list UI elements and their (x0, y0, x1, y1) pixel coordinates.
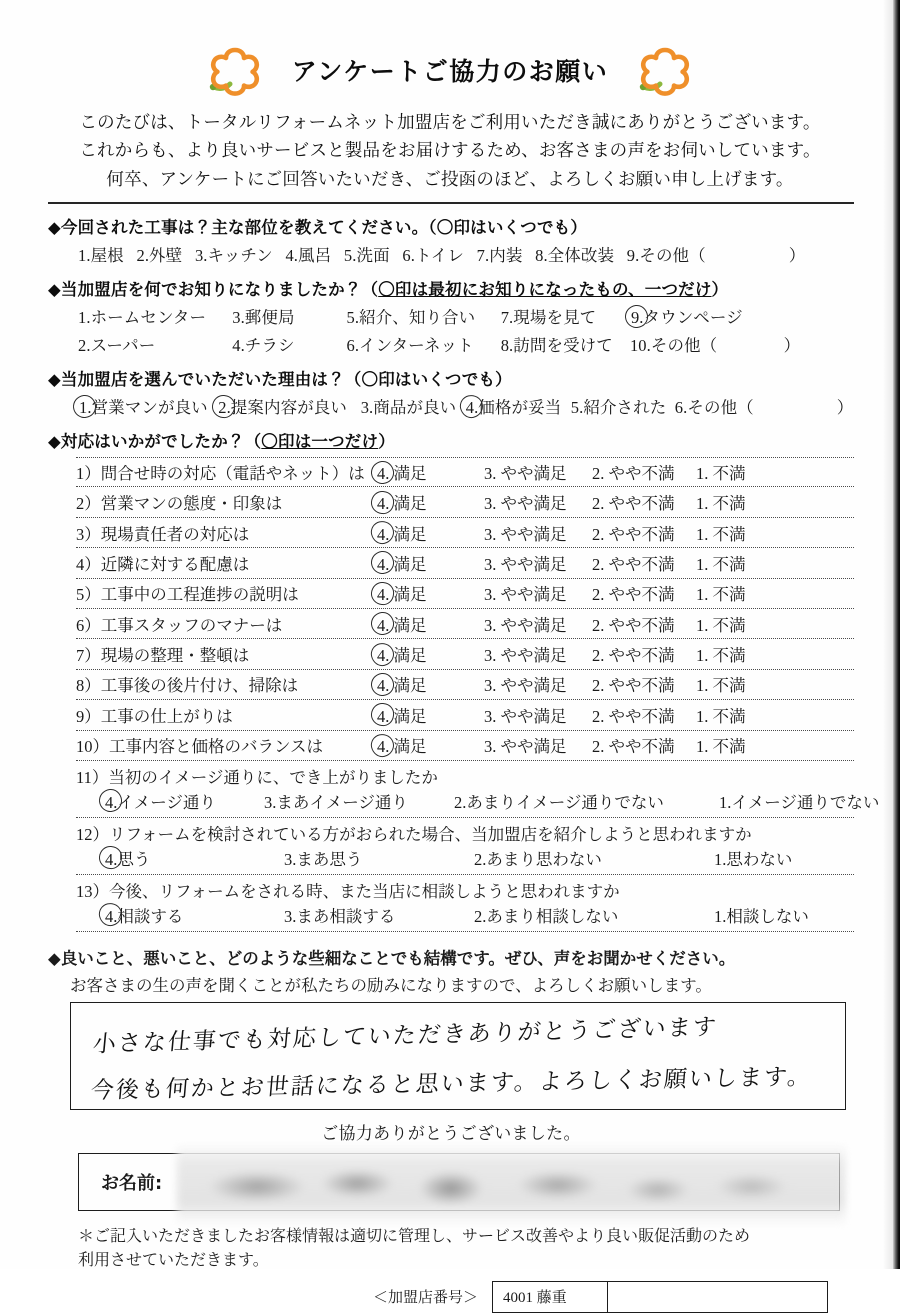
store-number-cells (492, 1281, 828, 1313)
q2-option-10[interactable]: 10.その他（ ） (629, 336, 801, 356)
flower-icon (208, 44, 262, 96)
flower-icon (638, 44, 692, 96)
q2-heading-tail: ） (711, 280, 729, 300)
rating-option-4[interactable]: 4. 満足 (376, 460, 484, 484)
q2-option-8[interactable]: 8.訪問を受けて (500, 336, 613, 356)
handwritten-comment-line-1: 小さな仕事でも対応していただきありがとうございます (91, 1014, 719, 1058)
table-row (76, 518, 854, 548)
rating-option-3[interactable]: 3. やや満足 (484, 706, 567, 726)
rating-row-label: 1）問合せ時の対応（電話やネット）は (76, 464, 365, 484)
question-2-options-row1 (48, 304, 854, 328)
rating-option-3[interactable]: 3. やや満足 (484, 585, 567, 605)
q12-option-2[interactable]: 2.あまり思わない (474, 849, 602, 869)
rating-option-4[interactable]: 4. 満足 (376, 672, 484, 696)
privacy-note (48, 1225, 854, 1273)
store-number-row (48, 1281, 854, 1313)
rating-option-3[interactable]: 3. やや満足 (484, 494, 567, 514)
table-row (76, 731, 854, 761)
rating-row-label: 10）工事内容と価格のバランスは (76, 737, 324, 757)
intro-line-1: このたびは、トータルリフォームネット加盟店をご利用いただき誠にありがとうございます。 (79, 112, 821, 132)
rating-option-1[interactable]: 1. 不満 (696, 646, 746, 666)
table-row (76, 487, 854, 517)
question-12-label: 12）リフォームを検討されている方がおられた場合、当加盟店を紹介しようと思われますか (76, 824, 752, 844)
rating-option-1[interactable]: 1. 不満 (696, 585, 746, 605)
q12-option-4[interactable]: 4.思う (104, 846, 284, 870)
question-2-options-row2 (48, 332, 854, 356)
comment-textarea[interactable] (70, 1002, 846, 1110)
q1-option-8[interactable]: 8.全体改装 (535, 246, 615, 266)
rating-option-4[interactable]: 4. 満足 (376, 551, 484, 575)
q3-option-4[interactable]: 4.価格が妥当 (465, 394, 563, 418)
store-number-value[interactable]: 4001 藤重 (492, 1281, 608, 1313)
rating-option-1[interactable]: 1. 不満 (696, 554, 746, 574)
table-row (76, 548, 854, 578)
document-header (0, 0, 900, 193)
question-1-heading: ◆今回された工事は？主な部位を教えてください。（〇印はいくつでも） (48, 218, 588, 238)
rating-option-3[interactable]: 3. やや満足 (484, 554, 567, 574)
rating-option-1[interactable]: 1. 不満 (696, 706, 746, 726)
rating-option-2[interactable]: 2. やや不満 (592, 494, 675, 514)
rating-option-2[interactable]: 2. やや不満 (592, 464, 675, 484)
comment-subheading: お客さまの生の声を聞くことが私たちの励みになりますので、よろしくお願いします。 (70, 975, 712, 995)
q2-option-2[interactable]: 2.スーパー (78, 336, 156, 356)
q2-option-9[interactable]: 9.タウンページ (630, 304, 744, 328)
rating-option-3[interactable]: 3. やや満足 (484, 464, 567, 484)
q2-option-4[interactable]: 4.チラシ (232, 336, 295, 356)
q4-heading-underline: 〇印は一つだけ (261, 432, 379, 452)
q13-option-2[interactable]: 2.あまり相談しない (474, 906, 619, 926)
rating-row-label: 7）現場の整理・整頓は (76, 646, 250, 666)
q12-option-1[interactable]: 1.思わない (714, 849, 793, 869)
rating-option-2[interactable]: 2. やや不満 (592, 615, 675, 635)
q2-option-5[interactable]: 5.紹介、知り合い (346, 308, 476, 328)
rating-option-4[interactable]: 4. 満足 (376, 642, 484, 666)
rating-option-4[interactable]: 4. 満足 (376, 581, 484, 605)
question-13 (76, 875, 854, 932)
rating-row-label: 8）工事後の後片付け、掃除は (76, 676, 299, 696)
q1-option-9[interactable]: 9.その他（ ） (626, 246, 806, 266)
rating-row-label: 9）工事の仕上がりは (76, 706, 233, 726)
q1-option-5[interactable]: 5.洗面 (343, 246, 390, 266)
table-row (76, 639, 854, 669)
q3-option-6[interactable]: 6.その他（ ） (674, 398, 854, 418)
rating-row-label: 2）営業マンの態度・印象は (76, 494, 283, 514)
question-11 (76, 761, 880, 818)
rating-option-4[interactable]: 4. 満足 (376, 703, 484, 727)
question-13-options (76, 903, 854, 927)
rating-option-3[interactable]: 3. やや満足 (484, 615, 567, 635)
rating-option-2[interactable]: 2. やや不満 (592, 737, 675, 757)
rating-option-2[interactable]: 2. やや不満 (592, 585, 675, 605)
q3-option-3[interactable]: 3.商品が良い (360, 398, 457, 418)
rating-option-4[interactable]: 4. 満足 (376, 490, 484, 514)
q2-option-3[interactable]: 3.郵便局 (232, 308, 295, 328)
rating-row-label: 6）工事スタッフのマナーは (76, 615, 283, 635)
intro-paragraph (0, 108, 900, 193)
intro-line-3: 何卒、アンケートにご回答いたいだき、ご投函のほど、よろしくお願い申し上げます。 (106, 168, 794, 189)
q12-option-3[interactable]: 3.まあ思う (284, 849, 363, 869)
question-3-heading: ◆当加盟店を選んでいただいた理由は？（〇印はいくつでも） (48, 370, 512, 390)
header-divider (48, 202, 854, 204)
rating-option-2[interactable]: 2. やや不満 (592, 524, 675, 544)
table-row (76, 457, 854, 487)
q11-option-2[interactable]: 2.あまりイメージ通りでない (454, 792, 664, 812)
rating-option-2[interactable]: 2. やや不満 (592, 554, 675, 574)
privacy-note-line-1: ＊ご記入いただきましたお客様情報は適切に管理し、サービス改善やより良い販促活動のため (78, 1227, 751, 1245)
rating-option-1[interactable]: 1. 不満 (696, 464, 746, 484)
survey-body (0, 214, 900, 1313)
privacy-note-line-2: 利用させていただきます。 (78, 1251, 269, 1269)
q13-option-4[interactable]: 4.相談する (104, 903, 284, 927)
table-row (76, 670, 854, 700)
rating-option-1[interactable]: 1. 不満 (696, 524, 746, 544)
q1-option-4[interactable]: 4.風呂 (285, 246, 332, 266)
rating-option-3[interactable]: 3. やや満足 (484, 646, 567, 666)
question-11-options (76, 789, 880, 813)
q1-option-2[interactable]: 2.外壁 (136, 246, 183, 266)
store-number-label: ＜加盟店番号＞ (372, 1290, 478, 1307)
store-number-blank[interactable] (608, 1281, 828, 1313)
name-field[interactable] (78, 1153, 840, 1211)
q2-option-7[interactable]: 7.現場を見て (500, 308, 597, 328)
table-row (76, 579, 854, 609)
q2-heading-plain: ◆当加盟店を何でお知りになりましたか？（ (48, 280, 379, 300)
rating-option-2[interactable]: 2. やや不満 (592, 646, 675, 666)
rating-option-3[interactable]: 3. やや満足 (484, 524, 567, 544)
q11-option-3[interactable]: 3.まあイメージ通り (264, 792, 408, 812)
question-2-heading (48, 276, 854, 300)
question-11-label: 11）当初のイメージ通りに、でき上がりましたか (76, 767, 438, 787)
q1-option-1[interactable]: 1.屋根 (78, 246, 124, 266)
rating-option-4[interactable]: 4. 満足 (376, 521, 484, 545)
question-4-heading (48, 428, 854, 452)
question-1-options (48, 242, 854, 266)
thanks-message: ご協力ありがとうございました。 (321, 1123, 581, 1143)
intro-line-2: これからも、より良いサービスと製品をお届けするため、お客さまの声をお伺いしています。 (79, 140, 821, 161)
handwritten-comment-line-2: 今後も何かとお世話になると思います。よろしくお願いします。 (89, 1063, 814, 1104)
rating-row-label: 3）現場責任者の対応は (76, 524, 250, 544)
comment-heading: ◆良いこと、悪いこと、どのような些細なことでも結構です。ぜひ、声をお聞かせください。 (48, 948, 736, 968)
rating-option-2[interactable]: 2. やや不満 (592, 706, 675, 726)
q4-heading-plain: ◆対応はいかがでしたか？（ (48, 432, 262, 452)
scan-edge (893, 0, 900, 1269)
q2-heading-underline: 〇印は最初にお知りになったもの、一つだけ (378, 280, 712, 300)
rating-option-4[interactable]: 4. 満足 (376, 612, 484, 636)
rating-option-3[interactable]: 3. やや満足 (484, 737, 567, 757)
redaction-overlay (177, 1146, 845, 1224)
question-3-options (48, 394, 854, 418)
rating-row-label: 5）工事中の工程進捗の説明は (76, 585, 299, 605)
q4-heading-tail: ） (378, 432, 395, 452)
rating-option-1[interactable]: 1. 不満 (696, 615, 746, 635)
q13-option-1[interactable]: 1.相談しない (714, 906, 809, 926)
q2-option-1[interactable]: 1.ホームセンター (78, 308, 207, 328)
q13-option-3[interactable]: 3.まあ相談する (284, 906, 396, 926)
table-row (76, 700, 854, 730)
rating-option-1[interactable]: 1. 不満 (696, 494, 746, 514)
page-title: アンケートご協力のお願い (291, 57, 609, 86)
rating-option-2[interactable]: 2. やや不満 (592, 676, 675, 696)
q1-option-7[interactable]: 7.内装 (476, 246, 523, 266)
rating-option-3[interactable]: 3. やや満足 (484, 676, 567, 696)
rating-table (48, 457, 880, 932)
rating-option-1[interactable]: 1. 不満 (696, 676, 746, 696)
q3-option-1[interactable]: 1.営業マンが良い (78, 394, 209, 418)
question-12-options (76, 846, 854, 870)
name-field-label: お名前: (101, 1172, 163, 1194)
q1-option-6[interactable]: 6.トイレ (402, 246, 464, 266)
q3-option-2[interactable]: 2.提案内容が良い (217, 394, 348, 418)
q11-option-4[interactable]: 4.イメージ通り (104, 789, 264, 813)
q3-option-5[interactable]: 5.紹介された (570, 398, 667, 418)
scan-edge-gradient (883, 0, 893, 1269)
question-13-label: 13）今後、リフォームをされる時、また当店に相談しようと思われますか (76, 881, 620, 901)
rating-option-1[interactable]: 1. 不満 (696, 737, 746, 757)
rating-row-label: 4）近隣に対する配慮は (76, 554, 250, 574)
title-row (0, 44, 900, 96)
q1-option-3[interactable]: 3.キッチン (194, 246, 273, 266)
question-12 (76, 818, 854, 875)
rating-option-4[interactable]: 4. 満足 (376, 733, 484, 757)
q11-option-1[interactable]: 1.イメージ通りでない (719, 792, 880, 812)
table-row (76, 609, 854, 639)
q2-option-6[interactable]: 6.インターネット (346, 336, 474, 356)
